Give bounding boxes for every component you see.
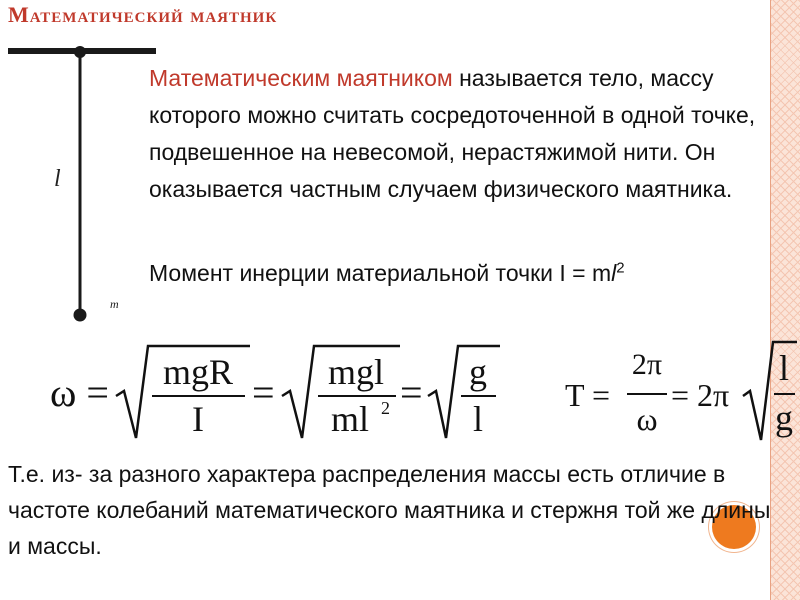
period-eq2: = 2π <box>671 377 730 413</box>
mass-label: m <box>110 297 119 311</box>
moment-text: Момент инерции материальной точки I = m <box>149 260 612 286</box>
period-lhs: T = <box>565 377 611 413</box>
period-formula <box>555 336 800 448</box>
omega-f2-den: ml <box>330 399 370 439</box>
omega-f3-num: g <box>469 352 487 392</box>
moment-of-inertia <box>149 255 625 292</box>
omega-f2-den-pow: 2 <box>381 398 390 418</box>
period-f2-den: g <box>775 398 793 438</box>
omega-f2-num: mgl <box>327 352 385 392</box>
moment-var: l <box>611 260 617 286</box>
conclusion-paragraph <box>8 456 783 564</box>
length-label: l <box>54 166 61 192</box>
omega-f3-den: l <box>472 399 484 439</box>
radical-sign <box>428 346 500 438</box>
pivot-point <box>74 46 86 58</box>
omega-formula <box>40 336 540 448</box>
omega-f1-den: I <box>192 399 204 439</box>
period-f1-den: ω <box>636 401 658 437</box>
omega-f1-num: mgR <box>162 352 234 392</box>
definition-term: Математическим маятником <box>149 65 453 91</box>
moment-power: 2 <box>616 259 625 277</box>
definition-text: называется тело, массу которого можно считать сосредоточенной в одной точке, подвешенное на невесомой, нерастяжимой нити. Он оказывается частным случаем физического маятника. <box>149 65 756 202</box>
omega-eq3: = <box>400 370 423 415</box>
definition-paragraph <box>149 60 789 208</box>
conclusion-text: Т.е. из- за разного характера распределения массы есть отличие в частоте колебаний математического маятника и стержня той же длины и массы. <box>8 461 771 559</box>
period-f2-num: l <box>778 348 790 388</box>
pendulum-diagram <box>0 40 170 370</box>
omega-lhs: ω = <box>50 370 109 415</box>
period-f1-num: 2π <box>631 348 663 381</box>
pendulum-mass <box>74 309 87 322</box>
omega-eq2: = <box>252 370 275 415</box>
slide-title: Математический маятник <box>8 2 278 27</box>
